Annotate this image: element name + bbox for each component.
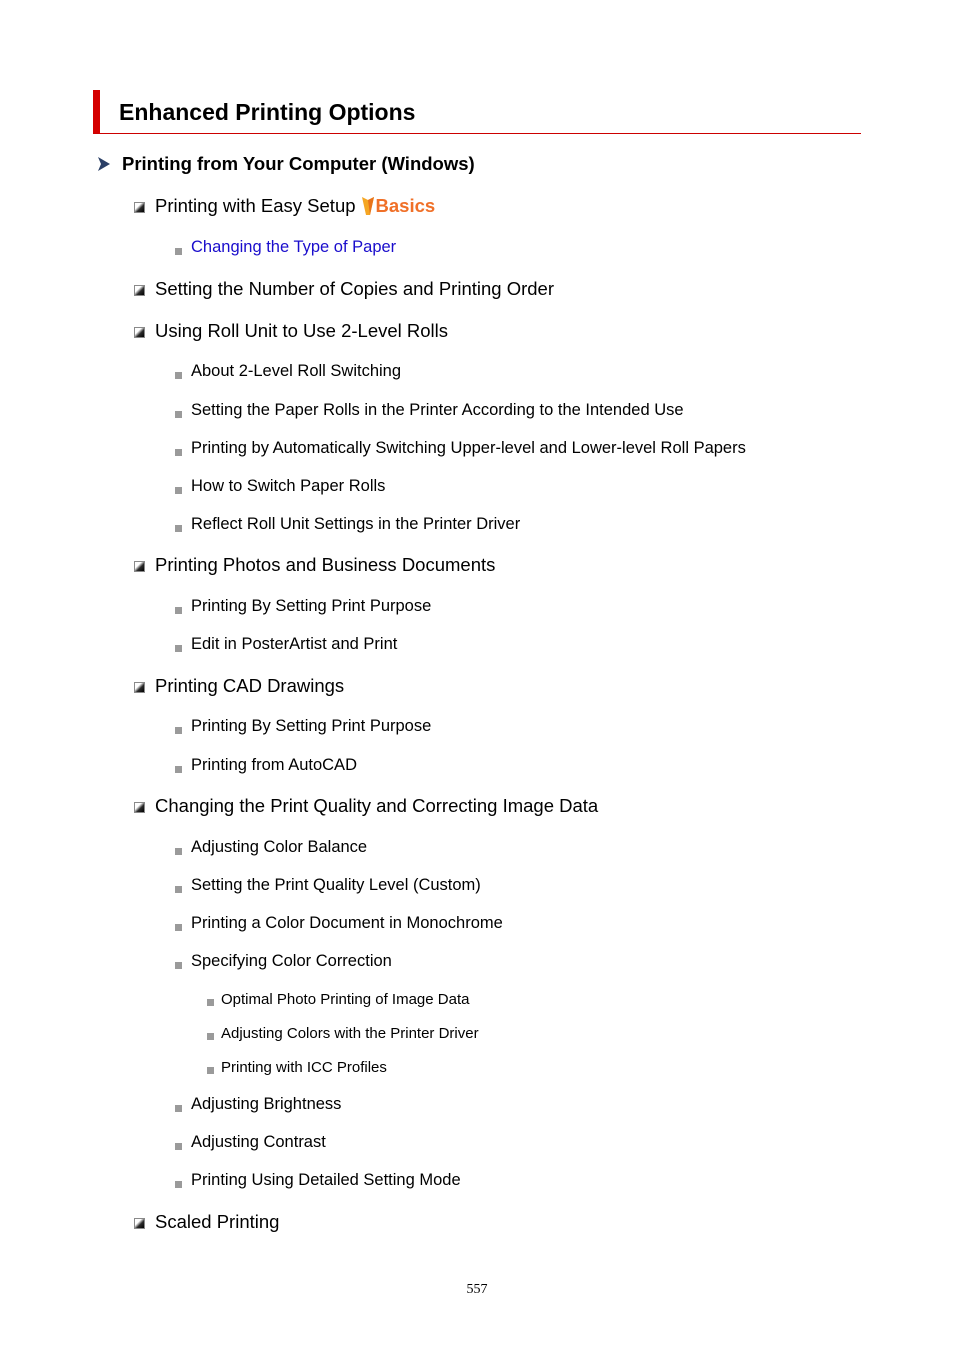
- subtopic-bullet-icon: [175, 645, 182, 652]
- section-title: Printing from Your Computer (Windows): [122, 153, 475, 174]
- topic-label: Changing the Print Quality and Correcting Image Data: [155, 795, 599, 816]
- subtopic-link-label[interactable]: Changing the Type of Paper: [191, 237, 397, 256]
- detail-label: Printing with ICC Profiles: [221, 1058, 387, 1076]
- subtopic-item[interactable]: [175, 874, 481, 896]
- topic-item[interactable]: [134, 319, 448, 343]
- subtopic-bullet-icon: [175, 449, 182, 456]
- detail-item[interactable]: [207, 1057, 387, 1077]
- topic-bullet-icon: [134, 561, 145, 572]
- subtopic-bullet-icon: [175, 886, 182, 893]
- subtopic-item[interactable]: [175, 475, 385, 497]
- subtopic-label: Printing from AutoCAD: [191, 755, 357, 774]
- detail-item[interactable]: [207, 989, 469, 1009]
- topic-bullet-icon: [134, 802, 145, 813]
- subtopic-item[interactable]: [175, 399, 684, 421]
- subtopic-label: Printing a Color Document in Monochrome: [191, 913, 503, 932]
- detail-label: Optimal Photo Printing of Image Data: [221, 990, 470, 1008]
- topic-bullet-icon: [134, 202, 145, 213]
- subtopic-item[interactable]: [175, 1093, 341, 1115]
- topic-bullet-icon: [134, 682, 145, 693]
- topic-bullet-icon: [134, 327, 145, 338]
- page-heading: [93, 90, 861, 134]
- subtopic-bullet-icon: [175, 727, 182, 734]
- topic-label: Using Roll Unit to Use 2-Level Rolls: [155, 320, 449, 341]
- topic-item[interactable]: [134, 794, 598, 818]
- subtopic-item[interactable]: [175, 836, 367, 858]
- subtopic-label: Printing By Setting Print Purpose: [191, 716, 432, 735]
- subtopic-label: Setting the Print Quality Level (Custom): [191, 875, 481, 894]
- detail-bullet-icon: [207, 1067, 214, 1074]
- subtopic-item[interactable]: [175, 754, 357, 776]
- topic-label: Printing CAD Drawings: [155, 675, 345, 696]
- topic-label: Scaled Printing: [155, 1211, 280, 1232]
- subtopic-item[interactable]: [175, 715, 431, 737]
- subtopic-item[interactable]: [175, 595, 431, 617]
- subtopic-label: Reflect Roll Unit Settings in the Printer Driver: [191, 514, 521, 533]
- page-title: Enhanced Printing Options: [119, 99, 416, 125]
- subtopic-bullet-icon: [175, 525, 182, 532]
- subtopic-bullet-icon: [175, 924, 182, 931]
- detail-bullet-icon: [207, 999, 214, 1006]
- subtopic-label: Printing Using Detailed Setting Mode: [191, 1170, 461, 1189]
- subtopic-item[interactable]: [175, 360, 401, 382]
- subtopic-label: Printing by Automatically Switching Upper-level and Lower-level Roll Papers: [191, 438, 746, 457]
- subtopic-bullet-icon: [175, 848, 182, 855]
- topic-bullet-icon: [134, 285, 145, 296]
- subtopic-bullet-icon: [175, 1105, 182, 1112]
- subtopic-item[interactable]: [175, 1169, 461, 1191]
- subtopic-item[interactable]: [175, 950, 392, 972]
- subtopic-label: Setting the Paper Rolls in the Printer According to the Intended Use: [191, 400, 684, 419]
- subtopic-bullet-icon: [175, 607, 182, 614]
- topic-label: Printing Photos and Business Documents: [155, 554, 496, 575]
- topic-label: Printing with Easy Setup: [155, 195, 356, 216]
- topic-item[interactable]: [134, 1210, 279, 1234]
- subtopic-item[interactable]: [175, 437, 746, 459]
- subtopic-label: About 2-Level Roll Switching: [191, 361, 402, 380]
- topic-bullet-icon: [134, 1218, 145, 1229]
- subtopic-item[interactable]: [175, 912, 503, 934]
- topic-item[interactable]: [134, 674, 344, 698]
- subtopic-bullet-icon: [175, 487, 182, 494]
- subtopic-bullet-icon: [175, 962, 182, 969]
- subtopic-item[interactable]: [175, 633, 397, 655]
- subtopic-bullet-icon: [175, 411, 182, 418]
- detail-label: Adjusting Colors with the Printer Driver: [221, 1024, 479, 1042]
- basics-badge-label: Basics: [375, 195, 436, 216]
- detail-item[interactable]: [207, 1023, 479, 1043]
- detail-bullet-icon: [207, 1033, 214, 1040]
- topic-item[interactable]: [134, 553, 495, 577]
- subtopic-bullet-icon: [175, 1181, 182, 1188]
- subtopic-label: Adjusting Brightness: [191, 1094, 342, 1113]
- basics-badge: [361, 195, 436, 217]
- topic-label: Setting the Number of Copies and Printing Order: [155, 278, 554, 299]
- heading-accent-bar: [93, 90, 100, 133]
- section-heading[interactable]: [97, 152, 475, 176]
- subtopic-link[interactable]: [175, 236, 396, 258]
- subtopic-item[interactable]: [175, 1131, 326, 1153]
- subtopic-label: Edit in PosterArtist and Print: [191, 634, 398, 653]
- subtopic-bullet-icon: [175, 248, 182, 255]
- subtopic-label: Specifying Color Correction: [191, 951, 392, 970]
- subtopic-bullet-icon: [175, 766, 182, 773]
- subtopic-label: Adjusting Color Balance: [191, 837, 368, 856]
- subtopic-bullet-icon: [175, 372, 182, 379]
- topic-item[interactable]: [134, 277, 554, 301]
- page-number: 557: [466, 1282, 488, 1297]
- subtopic-label: Printing By Setting Print Purpose: [191, 596, 432, 615]
- subtopic-bullet-icon: [175, 1143, 182, 1150]
- arrow-right-icon: [97, 156, 111, 172]
- basics-badge-icon: [361, 196, 375, 216]
- subtopic-label: Adjusting Contrast: [191, 1132, 326, 1151]
- topic-item[interactable]: [134, 194, 435, 218]
- subtopic-label: How to Switch Paper Rolls: [191, 476, 386, 495]
- subtopic-item[interactable]: [175, 513, 520, 535]
